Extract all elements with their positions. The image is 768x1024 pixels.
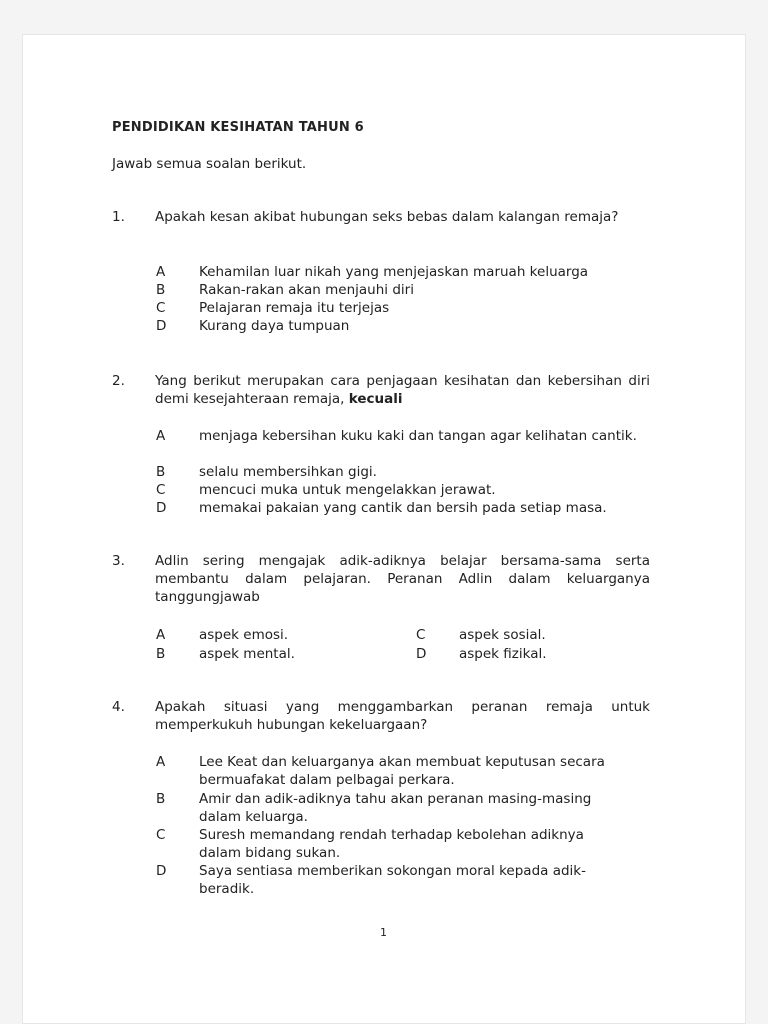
option-letter: D (156, 863, 167, 879)
option-letter: C (156, 300, 166, 316)
option-letter: B (156, 464, 166, 480)
page-number: 1 (380, 926, 387, 939)
option-letter: C (156, 827, 166, 843)
question-number: 4. (112, 699, 125, 715)
option-letter: C (156, 482, 166, 498)
option-letter: B (156, 282, 166, 298)
option-text: mencuci muka untuk mengelakkan jerawat. (199, 482, 496, 498)
instruction-text: Jawab semua soalan berikut. (112, 156, 307, 172)
option-letter: A (156, 627, 166, 643)
option-text: Rakan-rakan akan menjauhi diri (199, 282, 414, 298)
question-number: 3. (112, 553, 125, 569)
option-text: Kehamilan luar nikah yang menjejaskan maruah keluarga (199, 264, 589, 280)
question-text: Apakah situasi yang menggambarkan peranan remaja untuk memperkukuh hubungan kekeluargaan? (155, 699, 650, 733)
option-text: aspek emosi. (199, 627, 289, 643)
question-text: Yang berikut merupakan cara penjagaan kesihatan dan kebersihan diri demi kesejahteraan remaja, (155, 373, 650, 407)
question-text: Adlin sering mengajak adik-adiknya belajar bersama-sama serta membantu dalam pelajaran. Peranan Adlin dalam keluarganya tanggungjawab (155, 553, 650, 605)
option-letter: D (156, 318, 167, 334)
question-text: Apakah kesan akibat hubungan seks bebas dalam kalangan remaja? (155, 209, 619, 225)
option-letter: D (156, 500, 167, 516)
option-letter: D (416, 646, 427, 662)
option-text: aspek mental. (199, 646, 295, 662)
option-text: Lee Keat dan keluarganya akan membuat keputusan secara bermuafakat dalam pelbagai perkara. (199, 754, 605, 788)
option-text: aspek fizikal. (459, 646, 547, 662)
option-text: menjaga kebersihan kuku kaki dan tangan agar kelihatan cantik. (199, 428, 637, 444)
option-text: Saya sentiasa memberikan sokongan moral kepada adik-beradik. (199, 863, 586, 897)
question-number: 1. (112, 209, 125, 225)
option-letter: B (156, 791, 166, 807)
document-title: PENDIDIKAN KESIHATAN TAHUN 6 (112, 120, 364, 135)
option-text: selalu membersihkan gigi. (199, 464, 377, 480)
option-text: memakai pakaian yang cantik dan bersih pada setiap masa. (199, 500, 607, 516)
option-letter: A (156, 264, 166, 280)
option-text: Kurang daya tumpuan (199, 318, 350, 334)
option-letter: B (156, 646, 166, 662)
option-letter: A (156, 754, 166, 770)
option-text: Pelajaran remaja itu terjejas (199, 300, 390, 316)
question-text-wrapper (155, 372, 650, 408)
option-letter: A (156, 428, 166, 444)
question-emphasis: kecuali (348, 391, 403, 407)
option-text: Amir dan adik-adiknya tahu akan peranan masing-masing dalam keluarga. (199, 791, 592, 825)
option-text: Suresh memandang rendah terhadap kebolehan adiknya dalam bidang sukan. (199, 827, 584, 861)
question-number: 2. (112, 373, 125, 389)
option-letter: C (416, 627, 426, 643)
option-text: aspek sosial. (459, 627, 546, 643)
